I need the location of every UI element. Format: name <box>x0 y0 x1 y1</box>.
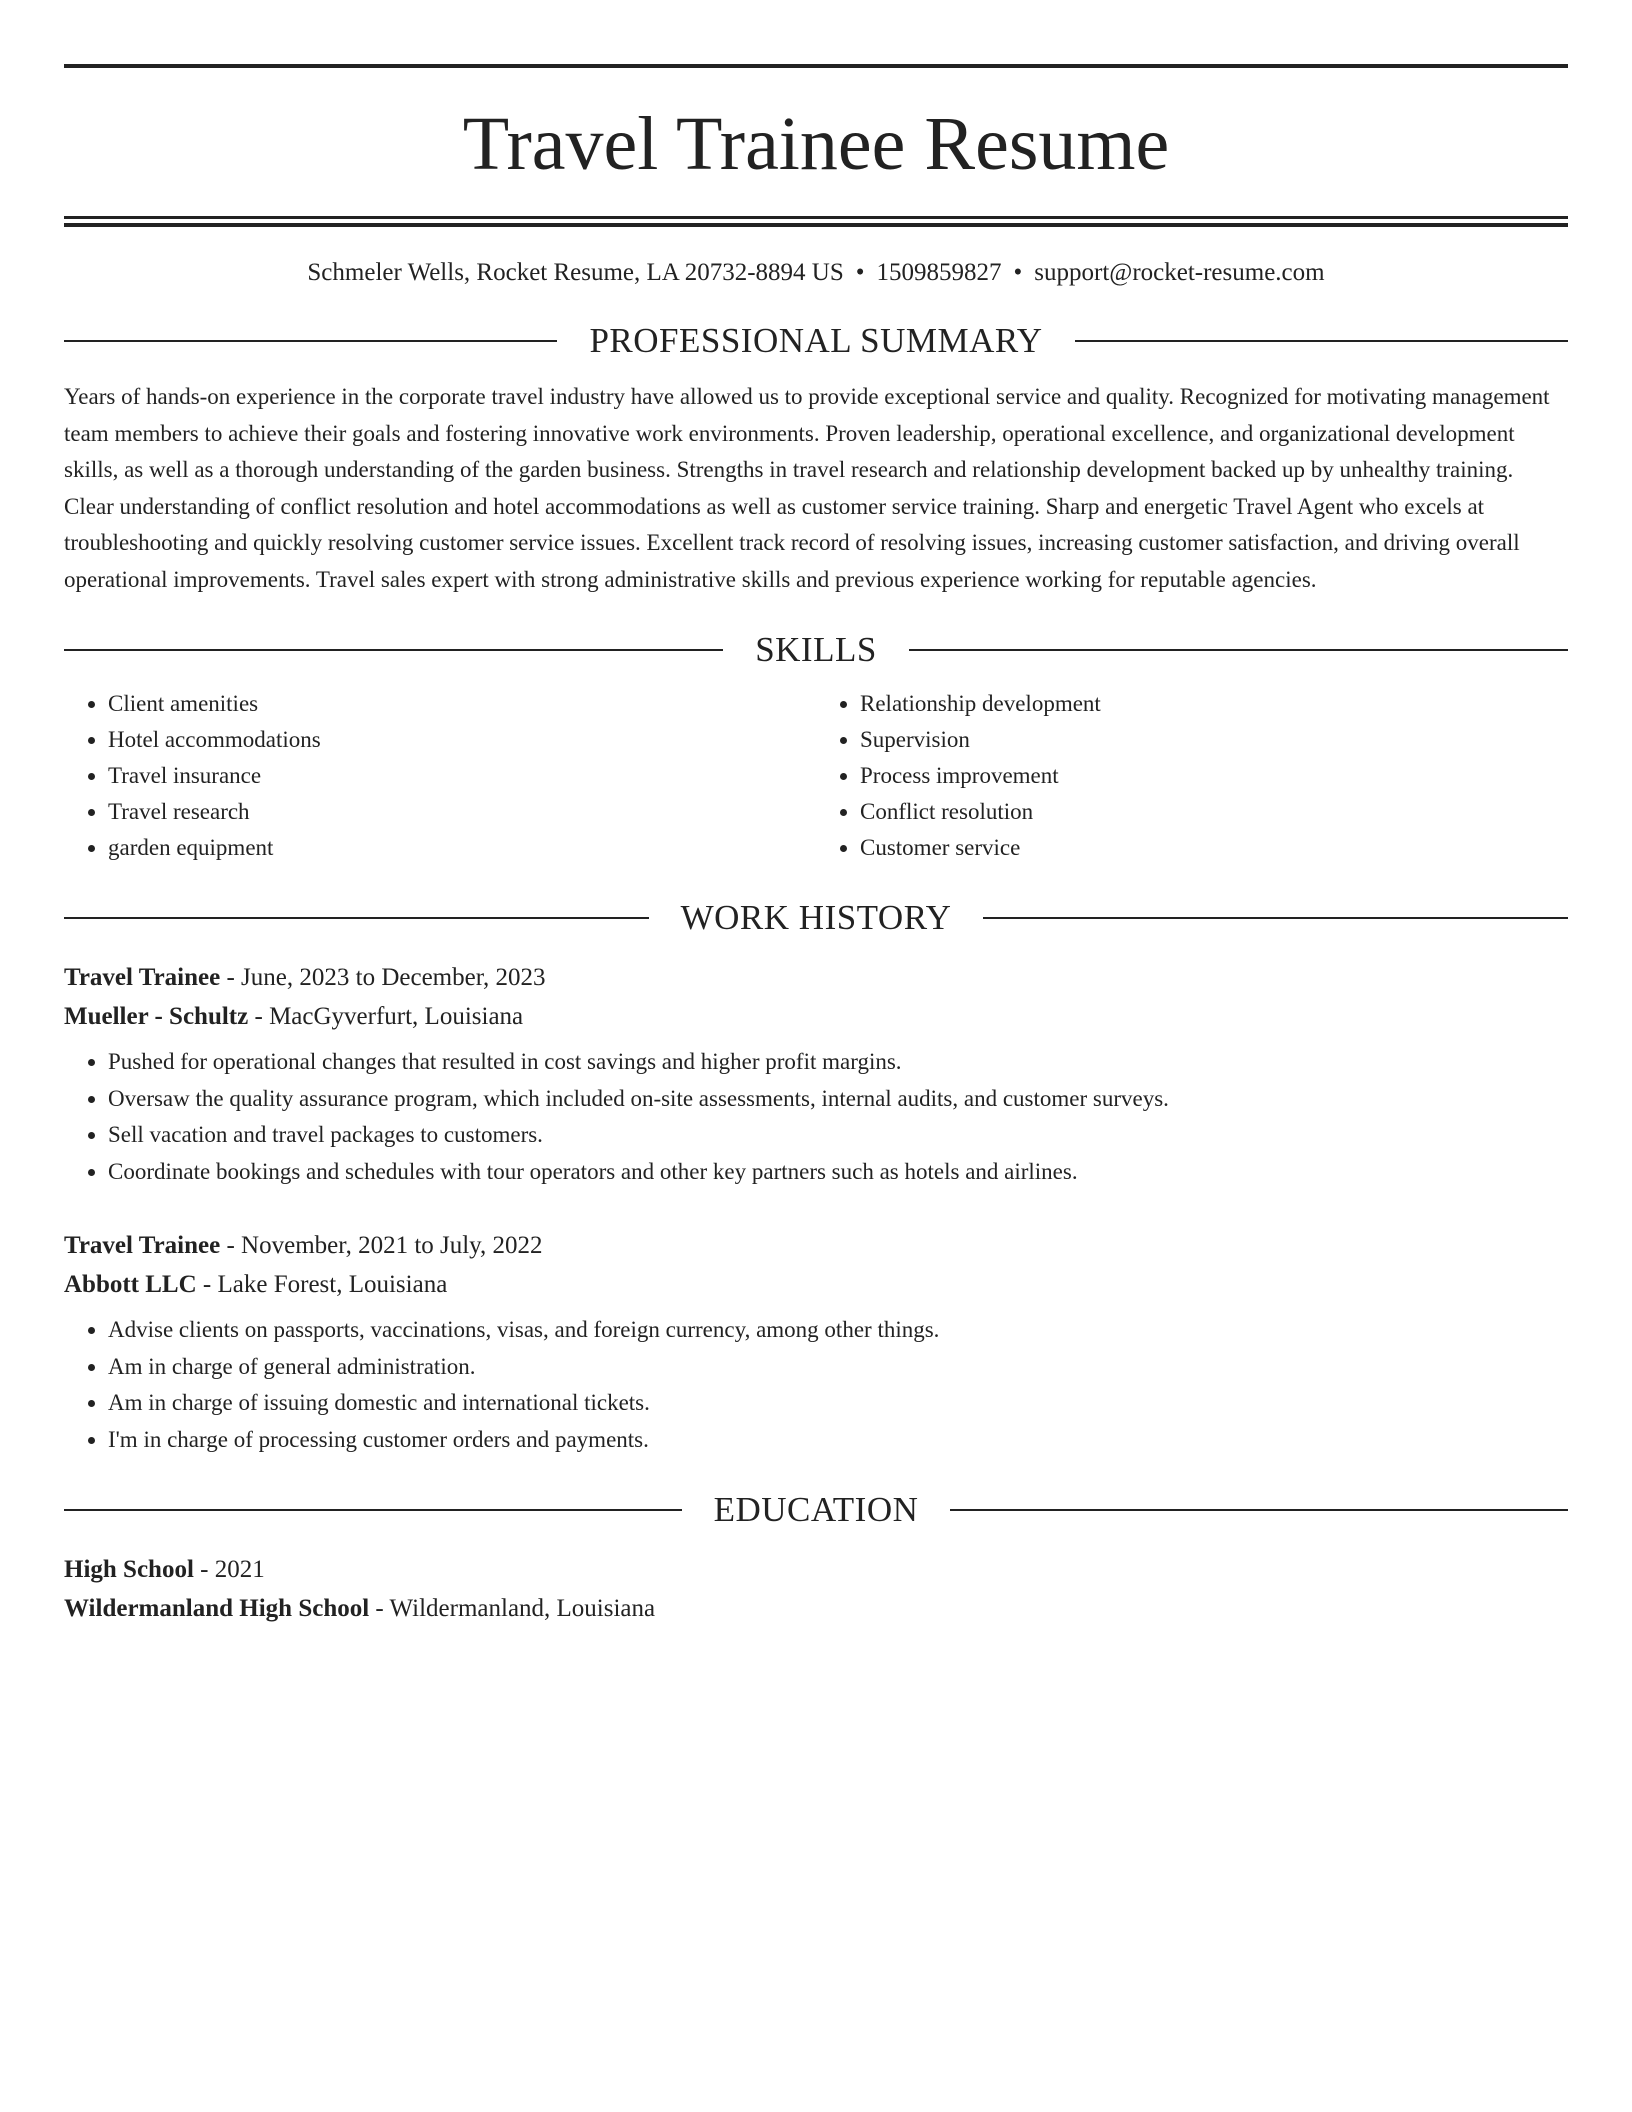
skills-column-left <box>64 686 816 866</box>
job-entry <box>64 1226 1568 1458</box>
dash: - <box>196 1271 218 1298</box>
heading-rule-right <box>983 917 1568 919</box>
job-dates: November, 2021 to July, 2022 <box>241 1232 543 1259</box>
education-location: Wildermanland, Louisiana <box>389 1595 656 1622</box>
education-heading <box>64 1488 1568 1532</box>
skill-item: • Hotel accommodations <box>108 722 816 758</box>
job-bullet: • I'm in charge of processing customer orders and payments. <box>108 1422 1568 1459</box>
skill-item: • Customer service <box>860 830 1568 866</box>
top-rule <box>64 64 1568 68</box>
heading-rule-right <box>909 649 1568 651</box>
job-entry <box>64 958 1568 1190</box>
job-company-line <box>64 1265 1568 1304</box>
job-bullet: • Am in charge of issuing domestic and international tickets. <box>108 1385 1568 1422</box>
work-heading <box>64 896 1568 940</box>
job-bullet: • Pushed for operational changes that resulted in cost savings and higher profit margins. <box>108 1044 1568 1081</box>
job-dates: June, 2023 to December, 2023 <box>241 964 546 991</box>
skill-item: • Relationship development <box>860 686 1568 722</box>
job-bullet: • Oversaw the quality assurance program, which included on-site assessments, internal audits, and customer surveys. <box>108 1081 1568 1118</box>
heading-rule-left <box>64 649 723 651</box>
job-bullets <box>64 1312 1568 1458</box>
job-title: Travel Trainee <box>64 964 221 991</box>
resume-title: Travel Trainee Resume <box>462 102 1170 186</box>
job-company-line <box>64 997 1568 1036</box>
job-company: Abbott LLC <box>64 1271 197 1298</box>
education-school-line <box>64 1589 1568 1628</box>
job-location: Lake Forest, Louisiana <box>217 1271 448 1298</box>
job-bullet: • Am in charge of general administration. <box>108 1349 1568 1386</box>
contact-address: Schmeler Wells, Rocket Resume, LA 20732-8894 US <box>307 259 844 286</box>
education-school: Wildermanland High School <box>64 1595 370 1622</box>
job-bullet: • Sell vacation and travel packages to customers. <box>108 1117 1568 1154</box>
contact-separator: • <box>1013 259 1023 286</box>
job-bullets <box>64 1044 1568 1190</box>
work-heading-label: WORK HISTORY <box>680 898 952 937</box>
job-title-line <box>64 1226 1568 1265</box>
job-company: Mueller - Schultz <box>64 1003 249 1030</box>
skill-item: • Travel insurance <box>108 758 816 794</box>
job-title: Travel Trainee <box>64 1232 221 1259</box>
education-degree-line <box>64 1550 1568 1589</box>
summary-heading-label: PROFESSIONAL SUMMARY <box>589 321 1043 360</box>
contact-separator: • <box>855 259 865 286</box>
job-bullet: • Coordinate bookings and schedules with tour operators and other key partners such as hotels and airlines. <box>108 1154 1568 1191</box>
contact-email: support@rocket-resume.com <box>1034 259 1325 286</box>
skill-item: • Client amenities <box>108 686 816 722</box>
job-location: MacGyverfurt, Louisiana <box>269 1003 524 1030</box>
education-entry <box>64 1550 1568 1628</box>
education-degree: High School <box>64 1556 194 1583</box>
skill-item: • garden equipment <box>108 830 816 866</box>
dash: - <box>248 1003 270 1030</box>
title-double-rule <box>64 216 1568 227</box>
education-year: 2021 <box>214 1556 265 1583</box>
skill-item: • Travel research <box>108 794 816 830</box>
skill-item: • Supervision <box>860 722 1568 758</box>
heading-rule-left <box>64 340 557 342</box>
skill-item: • Conflict resolution <box>860 794 1568 830</box>
dash: - <box>220 1232 242 1259</box>
contact-line <box>64 257 1568 289</box>
skills-heading <box>64 628 1568 672</box>
heading-rule-right <box>1075 340 1568 342</box>
job-title-line <box>64 958 1568 997</box>
summary-heading <box>64 319 1568 363</box>
resume-page <box>64 64 1568 1628</box>
dash: - <box>369 1595 390 1622</box>
heading-rule-right <box>950 1509 1568 1511</box>
dash: - <box>220 964 242 991</box>
skills-column-right <box>816 686 1568 866</box>
heading-rule-left <box>64 917 649 919</box>
summary-text: Years of hands-on experience in the corporate travel industry have allowed us to provide exceptional service and quality. Recognized for motivating management team members to achieve their goals and fostering innovative work environments. Proven leadership, operational excellence, and organizational development skills, as well as a thorough understanding of the garden business. Strengths in travel research and relationship development backed up by unhealthy training. Clear understanding of conflict resolution and hotel accommodations as well as customer service training. Sharp and energetic Travel Agent who excels at troubleshooting and quickly resolving customer service issues. Excellent track record of resolving issues, increasing customer satisfaction, and driving overall operational improvements. Travel sales expert with strong administrative skills and previous experience working for reputable agencies. <box>64 384 1550 592</box>
skills-heading-label: SKILLS <box>755 630 877 669</box>
dash: - <box>193 1556 215 1583</box>
skills-list <box>64 686 1568 866</box>
heading-rule-left <box>64 1509 682 1511</box>
job-bullet: • Advise clients on passports, vaccinations, visas, and foreign currency, among other things. <box>108 1312 1568 1349</box>
education-heading-label: EDUCATION <box>713 1490 919 1529</box>
contact-phone: 1509859827 <box>876 259 1002 286</box>
skill-item: • Process improvement <box>860 758 1568 794</box>
